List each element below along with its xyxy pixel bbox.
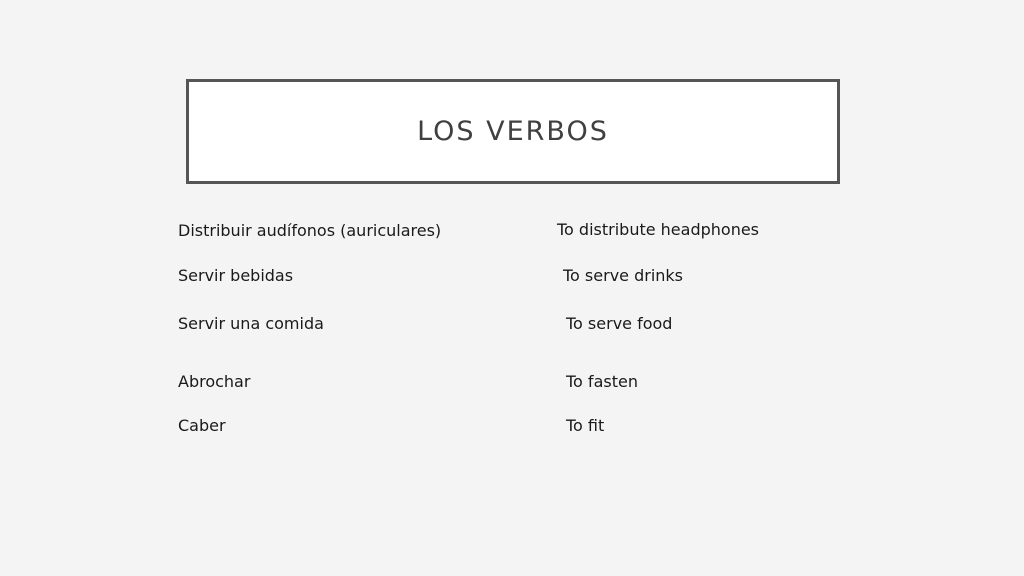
- english-translation: To serve drinks: [563, 266, 684, 285]
- english-translation: To serve food: [566, 314, 673, 333]
- spanish-term: Abrochar: [178, 372, 251, 391]
- slide-title: LOS VERBOS: [417, 116, 609, 147]
- english-translation: To fasten: [566, 372, 638, 391]
- spanish-term: Distribuir audífonos (auriculares): [178, 221, 442, 240]
- english-translation: To fit: [566, 416, 605, 435]
- title-box: [186, 79, 840, 184]
- spanish-term: Servir bebidas: [178, 266, 294, 285]
- spanish-term: Servir una comida: [178, 314, 324, 333]
- english-translation: To distribute headphones: [557, 220, 760, 239]
- spanish-term: Caber: [178, 416, 226, 435]
